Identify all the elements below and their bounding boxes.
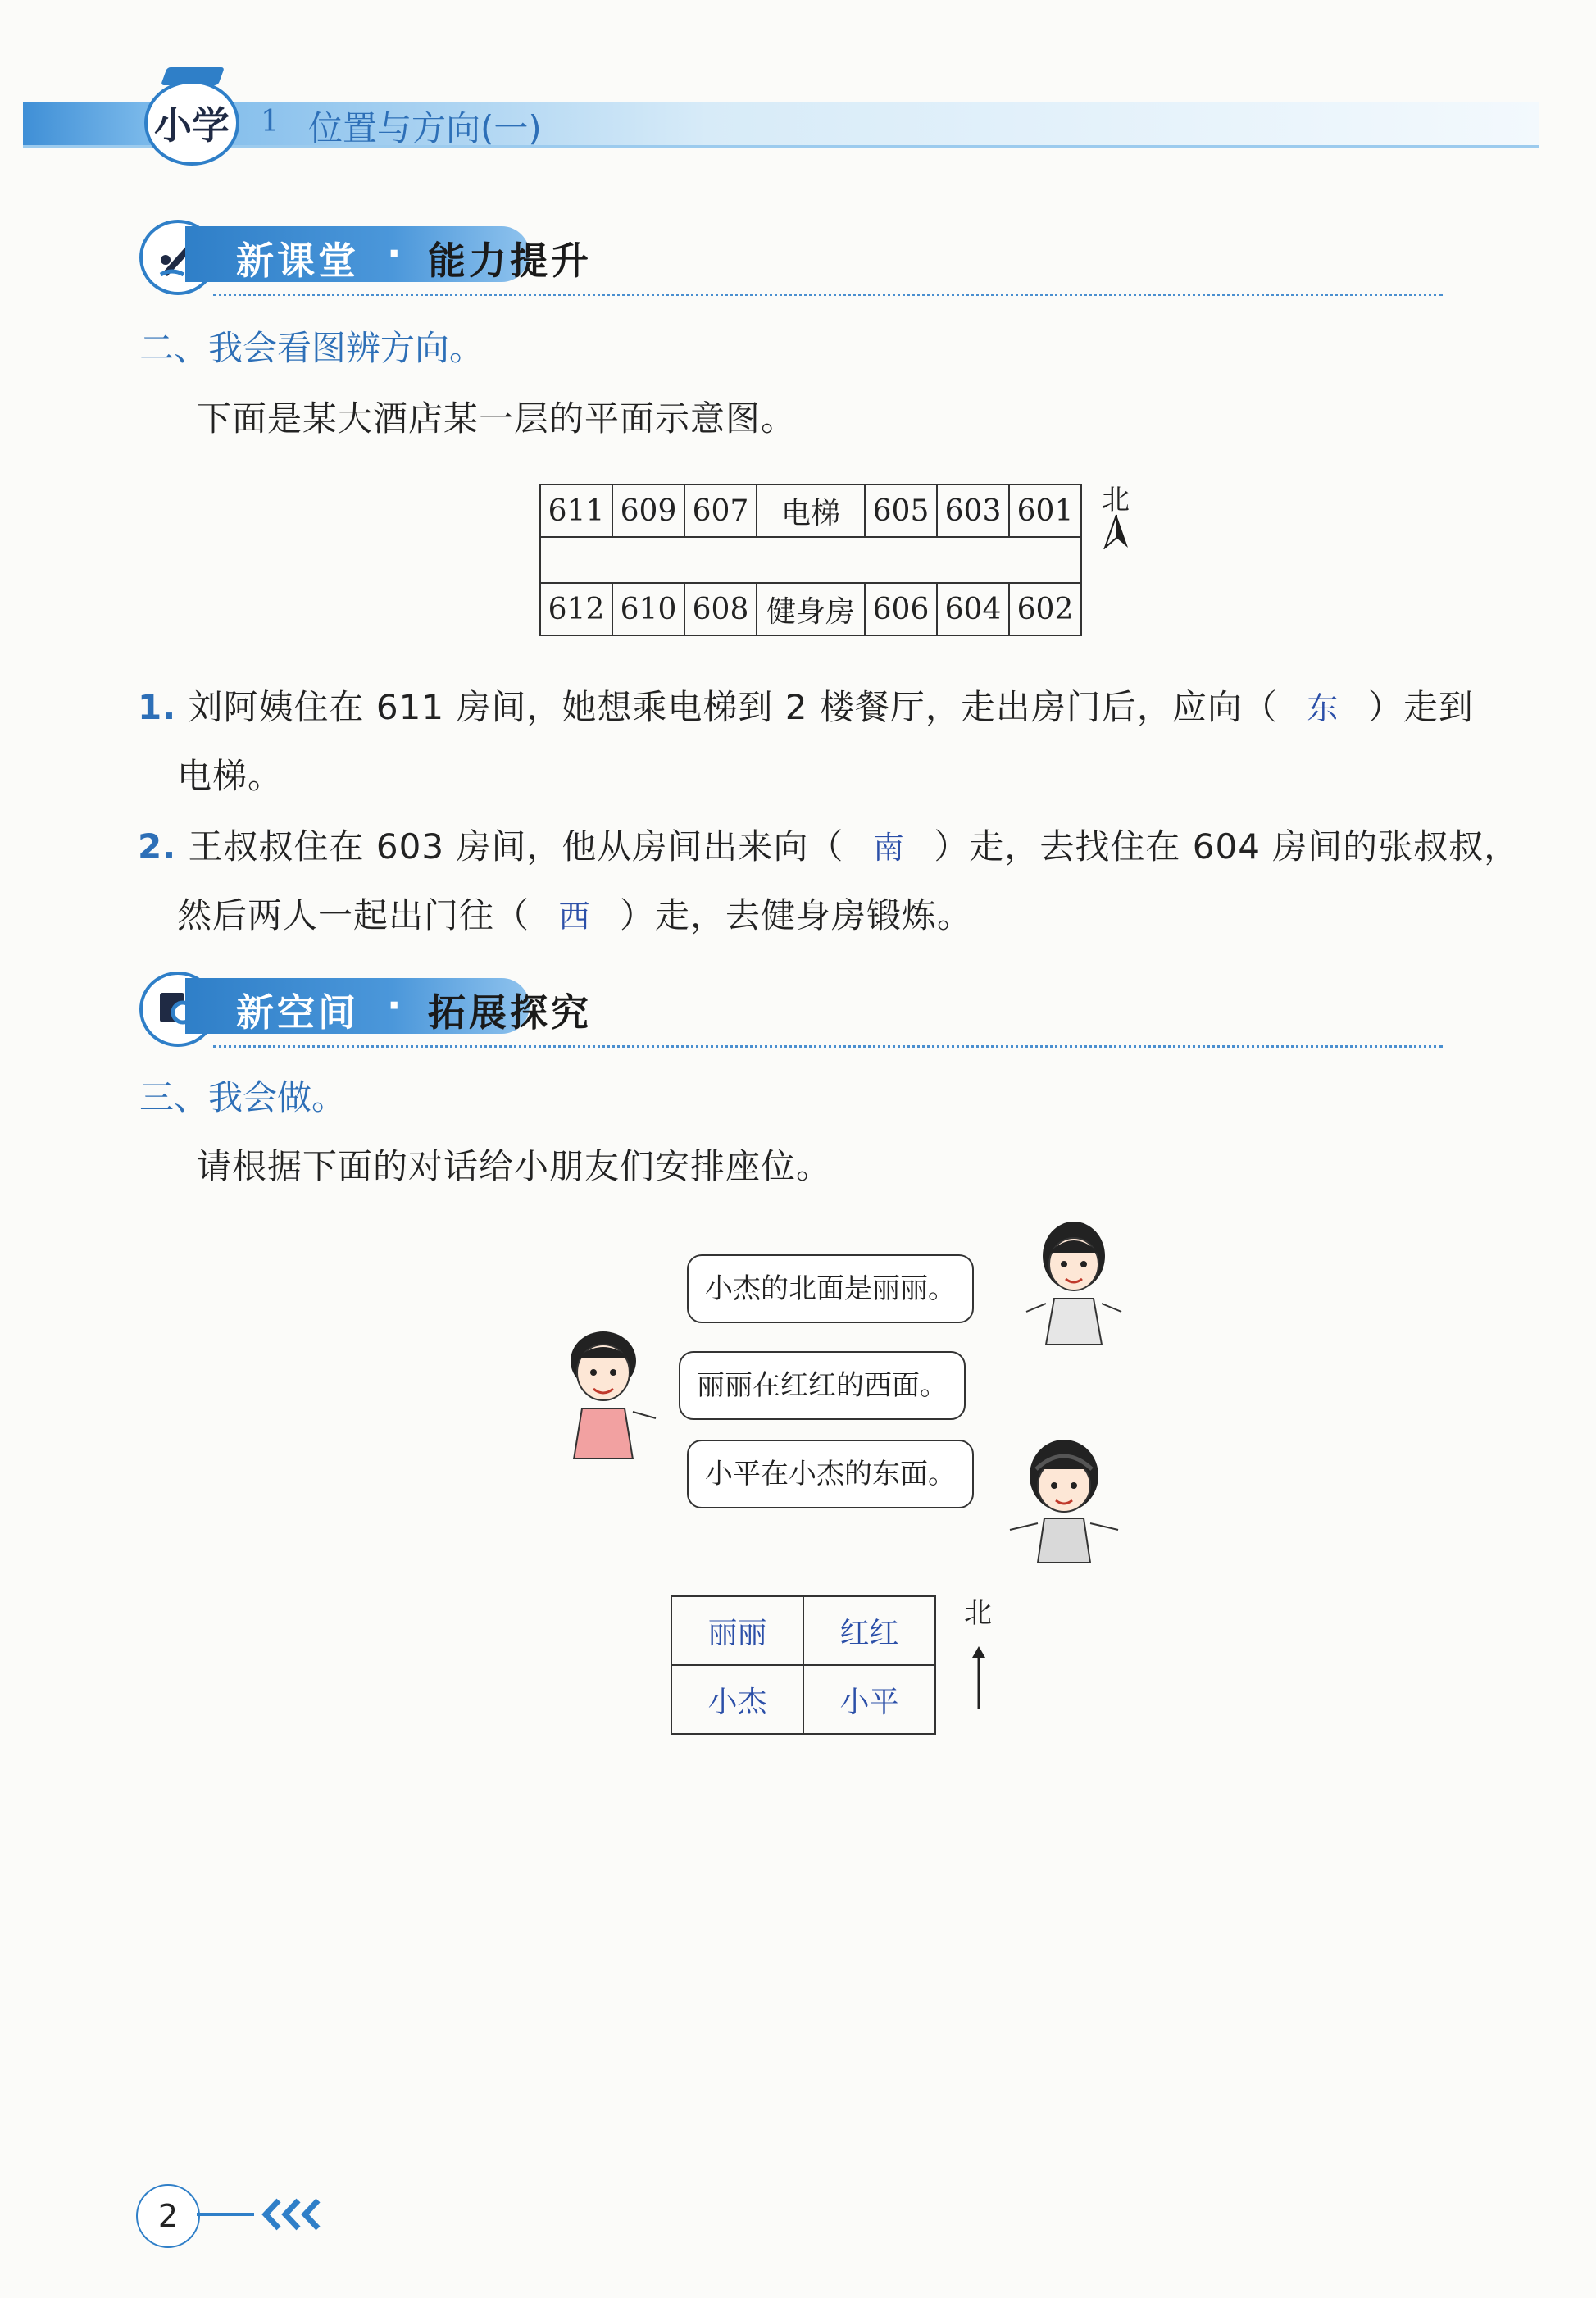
question-1-number: 1. [138,687,177,727]
question-2-text-b: ）走，去找住在 604 房间的张叔叔， [934,826,1520,867]
banner-label-b: 能力提升 [428,239,592,283]
seat-cell[interactable]: 丽丽 [671,1596,803,1665]
room-cell: 612 [540,583,612,635]
answer-blank[interactable]: 南 [872,830,905,866]
question-1-text-c: 电梯。 [177,756,284,796]
room-cell: 602 [1009,583,1081,635]
room-cell: 606 [865,583,937,635]
question-1-text-a: 刘阿姨住在 611 房间，她想乘电梯到 2 楼餐厅，走出房门后，应向（ [188,687,1278,727]
section-banner-ability [139,220,1451,289]
question-2-text-d: ）走，去健身房锻炼。 [620,895,973,935]
header-band [23,102,1539,148]
banner-label-b: 拓展探究 [428,990,592,1035]
room-cell: 607 [684,485,757,537]
seat-north-label: 北 [964,1597,992,1630]
question-2-line-2 [177,889,972,938]
banner-label-a: 新空间 [236,990,359,1035]
table-row [671,1665,935,1734]
question-2-text-a: 王叔叔住在 603 房间，他从房间出来向（ [188,826,844,867]
room-cell: 610 [612,583,684,635]
header-badge [144,80,239,166]
north-arrow-icon [969,1646,989,1709]
section-banner-explore [139,972,1451,1040]
question-2-number: 2. [138,826,177,867]
north-arrow-icon [1102,513,1131,549]
answer-blank[interactable]: 西 [558,899,591,935]
room-cell: 609 [612,485,684,537]
chapter-number: 1 [261,105,280,139]
question-2-line-1 [138,820,1519,869]
seat-cell[interactable]: 红红 [803,1596,935,1665]
boy-illustration [551,1320,657,1459]
room-cell: 608 [684,583,757,635]
seat-cell[interactable]: 小平 [803,1665,935,1734]
table-row [540,583,1081,635]
speech-bubble: 小杰的北面是丽丽。 [687,1254,974,1323]
header-badge-text: 小学 [154,103,230,148]
room-cell: 603 [937,485,1009,537]
gym-cell: 健身房 [757,583,865,635]
chevrons-icon [197,2194,328,2235]
section2-intro: 请根据下面的对话给小朋友们安排座位。 [197,1146,832,1186]
banner-dotted-rule [213,294,1443,296]
speech-bubble: 小平在小杰的东面。 [687,1440,974,1508]
elevator-cell: 电梯 [757,485,865,537]
room-cell: 601 [1009,485,1081,537]
seat-cell[interactable]: 小杰 [671,1665,803,1734]
answer-blank[interactable]: 东 [1307,690,1339,726]
banner-separator: · [387,983,405,1027]
table-row [671,1596,935,1665]
question-1-line-1 [138,680,1474,730]
section1-heading: 二、我会看图辨方向。 [139,328,484,368]
banner-dotted-rule [213,1045,1443,1048]
section1-intro: 下面是某大酒店某一层的平面示意图。 [197,398,797,439]
girl-illustration [1025,1213,1123,1345]
question-2-text-c: 然后两人一起出门往（ [177,895,530,935]
floor-plan-table [539,484,1082,636]
speech-bubble: 丽丽在红红的西面。 [679,1351,966,1420]
section2-heading: 三、我会做。 [139,1077,347,1117]
room-cell: 611 [540,485,612,537]
corridor-cell [540,537,1081,583]
banner-separator: · [387,231,405,275]
room-cell: 604 [937,583,1009,635]
page-number: 2 [136,2184,200,2248]
question-1-text-b: ）走到 [1367,687,1474,727]
chapter-title: 位置与方向(一) [308,108,542,148]
girl-illustration [1007,1431,1121,1563]
banner-label-a: 新课堂 [236,239,359,283]
room-cell: 605 [865,485,937,537]
plan-north-label: 北 [1102,484,1130,516]
seat-table [671,1595,936,1735]
table-row [540,485,1081,537]
corridor-row [540,537,1081,583]
